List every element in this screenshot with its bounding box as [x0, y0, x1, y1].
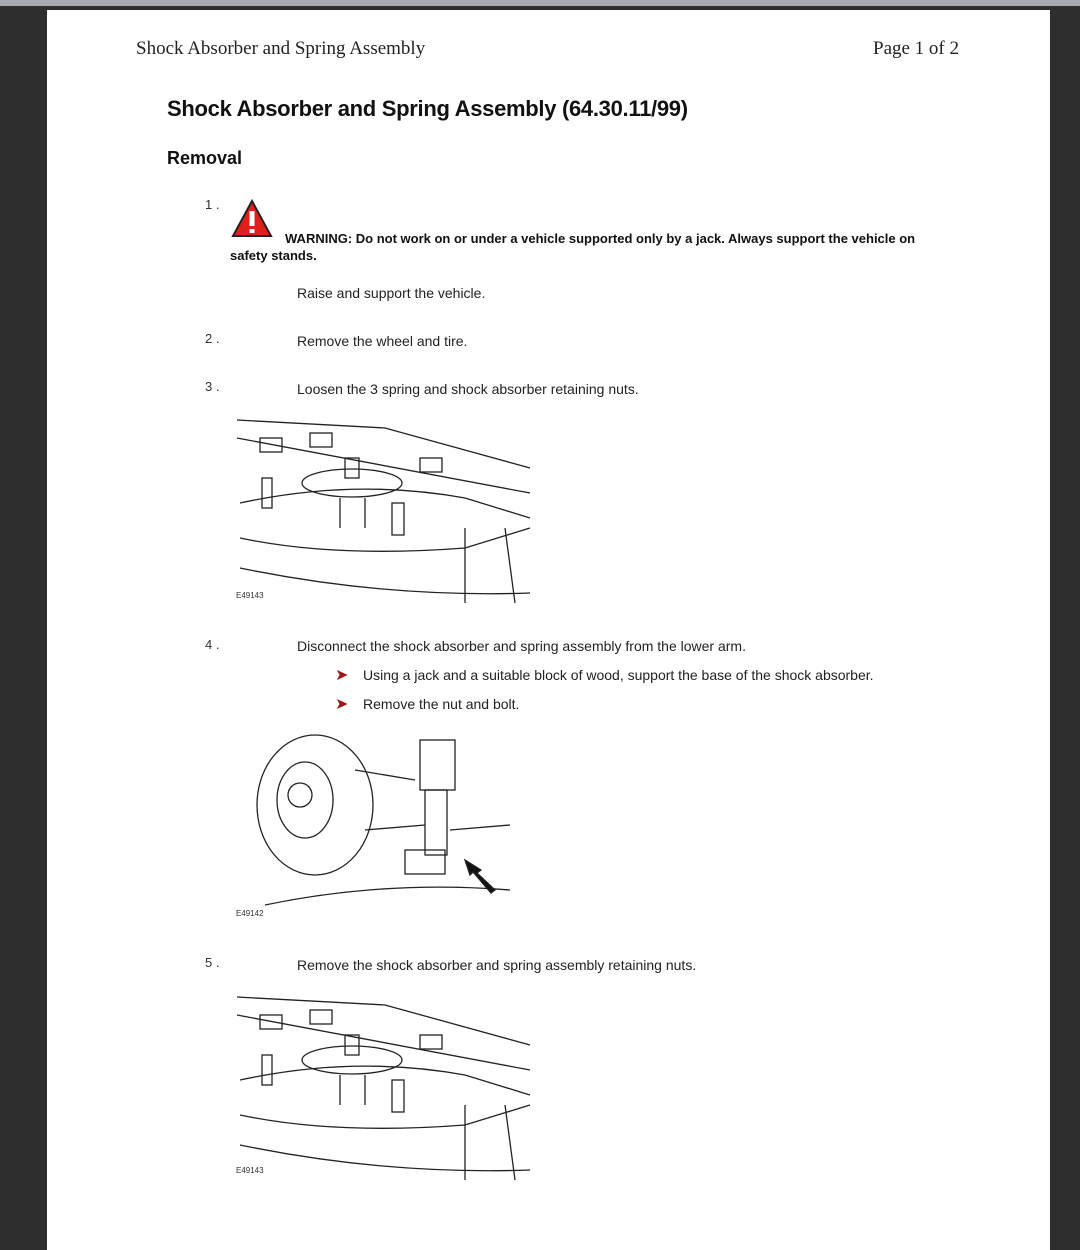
figure-spring-mount-nuts	[235, 985, 535, 1180]
step-number: 4 .	[205, 637, 220, 652]
figure-label: E49143	[236, 1166, 264, 1175]
pdf-page	[47, 10, 1050, 1250]
page-title: Shock Absorber and Spring Assembly (64.30.11/99)	[167, 96, 688, 121]
arrow-bullet-icon: ➤	[335, 667, 349, 684]
figure-label: E49142	[236, 909, 264, 918]
bullet-item: ➤ Using a jack and a suitable block of wood, support the base of the shock absorber.	[335, 667, 874, 684]
section-heading: Removal	[167, 148, 243, 168]
figure-lower-arm-bolt	[255, 730, 510, 925]
step-text: Loosen the 3 spring and shock absorber retaining nuts.	[297, 381, 639, 397]
running-header-title: Shock Absorber and Spring Assembly	[136, 38, 426, 59]
step-number: 3 .	[205, 379, 220, 394]
arrow-bullet-icon: ➤	[335, 696, 349, 713]
step-text: Disconnect the shock absorber and spring assembly from the lower arm.	[297, 638, 746, 654]
step-text: Raise and support the vehicle.	[297, 285, 486, 301]
step-number: 1 .	[205, 197, 220, 212]
figure-label: E49143	[236, 591, 264, 600]
step-text: Remove the shock absorber and spring assembly retaining nuts.	[297, 957, 697, 973]
warning-text: WARNING: Do not work on or under a vehicle supported only by a jack. Always support the vehicle on safety stands.	[230, 231, 916, 263]
viewer-top-bar	[0, 0, 1080, 6]
step-text: Remove the wheel and tire.	[297, 333, 468, 349]
figure-spring-mount-nuts	[235, 408, 535, 603]
page-number: Page 1 of 2	[873, 38, 960, 59]
bullet-item: ➤ Remove the nut and bolt.	[335, 696, 520, 713]
step-number: 5 .	[205, 955, 220, 970]
step-number: 2 .	[205, 331, 220, 346]
